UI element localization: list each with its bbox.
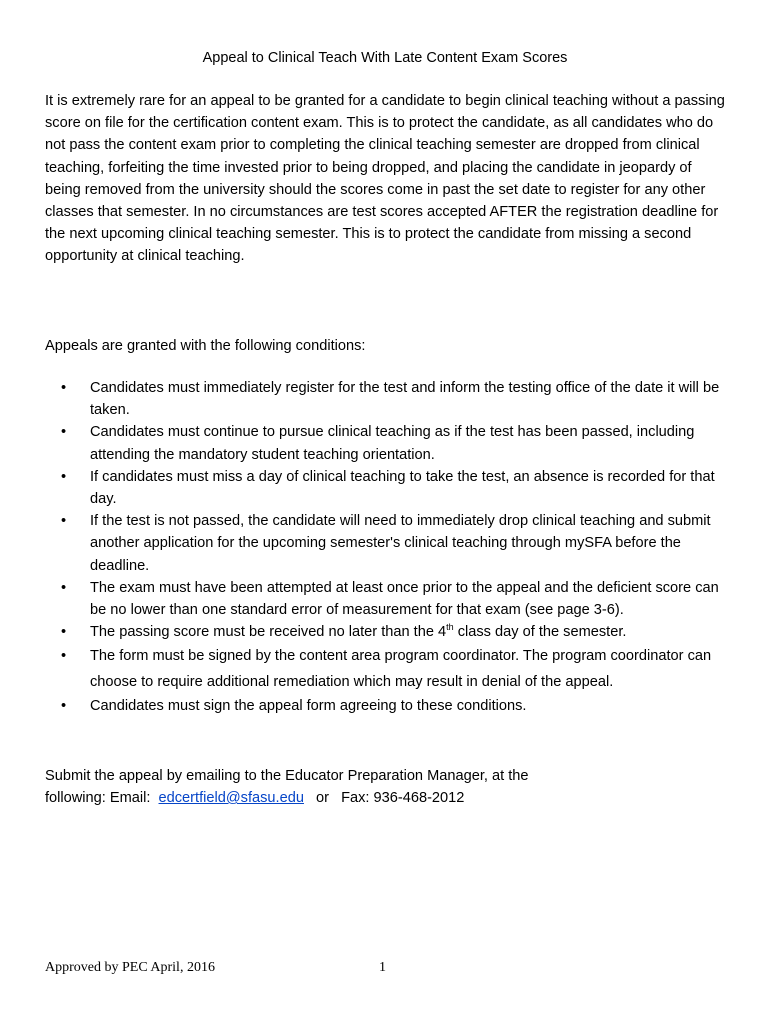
conditions-list [45, 377, 725, 718]
submit-email-label: following: Email: [45, 790, 151, 806]
condition-text: The form must be signed by the content area program coordinator. The program coordinator can choose to require additional remediation which may result in denial of the appeal. [90, 648, 712, 691]
condition-text: Candidates must continue to pursue clinical teaching as if the test has been passed, including attending the mandatory student teaching orientation. [90, 424, 695, 463]
bullet-icon: • [61, 648, 67, 665]
approval-footer: Approved by PEC April, 2016 [45, 960, 215, 975]
bullet-icon: • [61, 380, 67, 396]
submit-instructions [45, 765, 685, 809]
list-item [45, 377, 725, 421]
condition-text: Candidates must immediately register for the test and inform the testing office of the date it will be taken. [90, 380, 720, 419]
or-text: or [316, 790, 329, 806]
list-item [45, 421, 725, 465]
intro-paragraph: It is extremely rare for an appeal to be granted for a candidate to begin clinical teaching without a passing score on file for the certification content exam. This is to protect the candidate, as all candidates who do not pass the content exam prior to completing the clinical teaching semester are dropped from clinical teaching, forfeiting the time invested prior to being dropped, and placing the candidate in jeopardy of being removed from the university should the scores come in past the set date to register for any other classes that semester. In no circumstances are test scores accepted AFTER the registration deadline for the next upcoming clinical teaching semester. This is to protect the candidate from missing a second opportunity at clinical teaching. [45, 93, 725, 265]
list-item [45, 695, 725, 717]
email-link[interactable]: edcertfield@sfasu.edu [158, 790, 304, 806]
conditions-heading: Appeals are granted with the following conditions: [45, 338, 366, 354]
condition-text: The exam must have been attempted at least once prior to the appeal and the deficient score can be no lower than one standard error of measurement for that exam (see page 3-6). [90, 579, 719, 619]
fax-label: Fax: [341, 790, 370, 806]
list-item [45, 510, 725, 577]
condition-text: If candidates must miss a day of clinical teaching to take the test, an absence is recorded for that day. [90, 468, 715, 508]
bullet-icon: • [61, 424, 67, 441]
bullet-icon: • [61, 513, 67, 530]
list-item [45, 621, 725, 643]
list-item [45, 643, 725, 695]
document-title: Appeal to Clinical Teach With Late Content Exam Scores [202, 50, 568, 66]
list-item [45, 577, 725, 621]
bullet-icon: • [61, 468, 67, 485]
submit-line-1: Submit the appeal by emailing to the Educator Preparation Manager, at the [45, 768, 529, 784]
condition-text: If the test is not passed, the candidate will need to immediately drop clinical teaching and submit another application for the upcoming semester's clinical teaching through mySFA before the deadline. [90, 513, 711, 574]
condition-text-after: class day of the semester. [453, 624, 627, 641]
condition-text-before: The passing score must be received no later than the 4 [90, 624, 447, 641]
page-number: 1 [379, 960, 386, 975]
bullet-icon: • [61, 579, 67, 596]
fax-number: 936-468-2012 [373, 790, 465, 806]
condition-text: Candidates must sign the appeal form agreeing to these conditions. [90, 698, 527, 715]
list-item [45, 466, 725, 510]
bullet-icon: • [61, 698, 67, 715]
ordinal-suffix: th [446, 622, 454, 633]
bullet-icon: • [61, 624, 67, 641]
